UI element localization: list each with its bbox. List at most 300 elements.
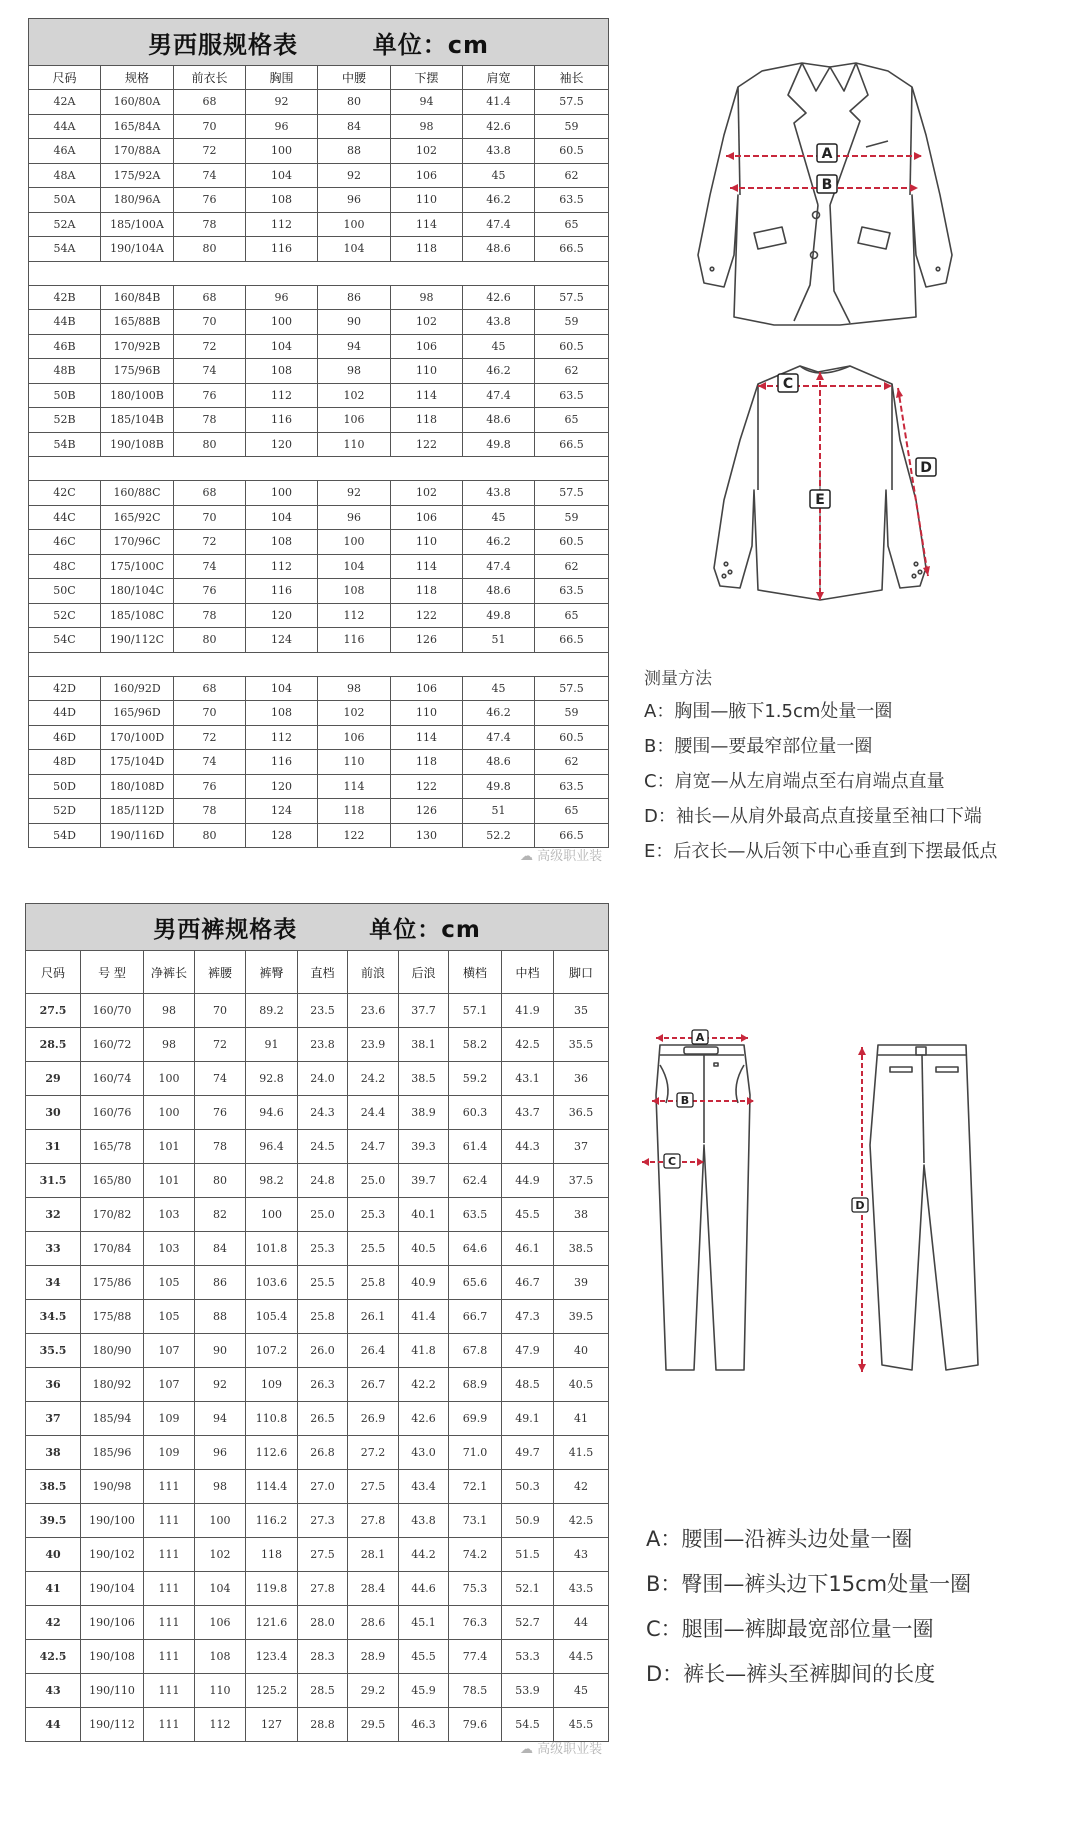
- table-cell: 96: [318, 505, 391, 530]
- table-cell: 68: [174, 90, 246, 115]
- table-cell: 42.6: [463, 114, 535, 139]
- table-cell: 175/96B: [101, 359, 174, 384]
- table-cell: 51: [463, 628, 535, 653]
- table-cell: 47.4: [463, 383, 535, 408]
- table-cell: 100: [246, 139, 318, 164]
- table-cell: 106: [391, 676, 463, 701]
- table-cell: 62: [535, 750, 609, 775]
- label-d-badge: [916, 458, 936, 476]
- table-cell: 34: [26, 1266, 81, 1300]
- table-cell: 44.2: [399, 1538, 449, 1572]
- table-cell: 50.9: [502, 1504, 554, 1538]
- table-cell: 84: [195, 1232, 246, 1266]
- table-cell: 109: [246, 1368, 298, 1402]
- table-row: [29, 285, 609, 310]
- table-cell: 44.5: [554, 1640, 609, 1674]
- table-cell: 46.2: [463, 701, 535, 726]
- table-cell: 47.4: [463, 212, 535, 237]
- table-cell: 114: [391, 554, 463, 579]
- table-cell: 49.7: [502, 1436, 554, 1470]
- table-cell: 25.0: [348, 1164, 399, 1198]
- table-cell: 38: [554, 1198, 609, 1232]
- table-cell: 43.1: [502, 1062, 554, 1096]
- table-cell: 108: [318, 579, 391, 604]
- table-cell: 54D: [29, 823, 101, 848]
- table-cell: 44A: [29, 114, 101, 139]
- table-row: [26, 1198, 609, 1232]
- suit-method-heading: 测量方法: [644, 669, 712, 689]
- table-cell: 108: [246, 701, 318, 726]
- table-cell: 36: [554, 1062, 609, 1096]
- table-cell: 65: [535, 799, 609, 824]
- table-row: [26, 1572, 609, 1606]
- table-cell: 175/100C: [101, 554, 174, 579]
- table-cell: 80: [174, 823, 246, 848]
- suit-col-header: 袖长: [535, 66, 609, 90]
- suit-col-header: 规格: [101, 66, 174, 90]
- table-cell: 72.1: [449, 1470, 502, 1504]
- table-cell: 39.5: [554, 1300, 609, 1334]
- svg-text:A: A: [695, 1031, 705, 1044]
- table-cell: 68: [174, 481, 246, 506]
- table-cell: 90: [318, 310, 391, 335]
- table-cell: 190/104A: [101, 237, 174, 262]
- table-cell: 40.1: [399, 1198, 449, 1232]
- table-cell: 111: [144, 1708, 195, 1742]
- table-cell: 108: [195, 1640, 246, 1674]
- table-cell: 165/84A: [101, 114, 174, 139]
- table-cell: 120: [246, 774, 318, 799]
- table-cell: 49.1: [502, 1402, 554, 1436]
- table-cell: 48.5: [502, 1368, 554, 1402]
- table-cell: 190/102: [81, 1538, 144, 1572]
- table-cell: 116: [246, 579, 318, 604]
- suit-spec-table: [28, 18, 609, 848]
- table-cell: 103.6: [246, 1266, 298, 1300]
- suit-col-header: 下摆: [391, 66, 463, 90]
- table-cell: 160/76: [81, 1096, 144, 1130]
- table-cell: 72: [174, 334, 246, 359]
- table-cell: 50B: [29, 383, 101, 408]
- table-cell: 43: [554, 1538, 609, 1572]
- table-cell: 66.5: [535, 237, 609, 262]
- table-cell: 37: [26, 1402, 81, 1436]
- watermark-text: 高级职业装: [537, 849, 603, 864]
- table-cell: 50.3: [502, 1470, 554, 1504]
- table-cell: 116.2: [246, 1504, 298, 1538]
- table-cell: 190/112C: [101, 628, 174, 653]
- table-cell: 124: [246, 628, 318, 653]
- table-cell: 108: [246, 359, 318, 384]
- table-cell: 175/104D: [101, 750, 174, 775]
- table-cell: 52.1: [502, 1572, 554, 1606]
- table-cell: 28.8: [298, 1708, 348, 1742]
- table-cell: 122: [391, 603, 463, 628]
- table-cell: 82: [195, 1198, 246, 1232]
- jacket-back-diagram: [690, 350, 960, 610]
- table-cell: 170/82: [81, 1198, 144, 1232]
- table-cell: 37.7: [399, 994, 449, 1028]
- table-cell: 96.4: [246, 1130, 298, 1164]
- table-cell: 76: [174, 774, 246, 799]
- table-row: [29, 799, 609, 824]
- table-cell: 100: [246, 310, 318, 335]
- table-cell: 106: [195, 1606, 246, 1640]
- spacer-cell: [29, 457, 609, 481]
- table-cell: 42.5: [554, 1504, 609, 1538]
- table-cell: 105: [144, 1266, 195, 1300]
- pants-col-header: 裤臀: [246, 951, 298, 994]
- spacer-cell: [29, 261, 609, 285]
- table-cell: 60.5: [535, 725, 609, 750]
- table-cell: 77.4: [449, 1640, 502, 1674]
- table-cell: 111: [144, 1504, 195, 1538]
- table-cell: 111: [144, 1538, 195, 1572]
- table-cell: 180/108D: [101, 774, 174, 799]
- table-row: [26, 1674, 609, 1708]
- table-cell: 190/108: [81, 1640, 144, 1674]
- suit-col-header: 肩宽: [463, 66, 535, 90]
- table-cell: 185/94: [81, 1402, 144, 1436]
- table-cell: 54A: [29, 237, 101, 262]
- table-cell: 104: [246, 505, 318, 530]
- table-cell: 80: [174, 628, 246, 653]
- table-cell: 180/100B: [101, 383, 174, 408]
- table-spacer-row: [29, 652, 609, 676]
- table-row: [26, 1606, 609, 1640]
- table-cell: 28.6: [348, 1606, 399, 1640]
- table-cell: 45.5: [502, 1198, 554, 1232]
- table-cell: 53.3: [502, 1640, 554, 1674]
- table-cell: 28.5: [298, 1674, 348, 1708]
- table-cell: 74: [174, 163, 246, 188]
- watermark-top: [520, 845, 602, 864]
- spacer-cell: [29, 652, 609, 676]
- table-cell: 165/92C: [101, 505, 174, 530]
- svg-text:D: D: [920, 460, 932, 476]
- table-cell: 126: [391, 799, 463, 824]
- table-cell: 70: [174, 505, 246, 530]
- table-cell: 122: [391, 774, 463, 799]
- table-cell: 43.8: [463, 139, 535, 164]
- table-cell: 102: [318, 701, 391, 726]
- table-cell: 108: [246, 530, 318, 555]
- table-cell: 26.8: [298, 1436, 348, 1470]
- table-row: [29, 676, 609, 701]
- table-cell: 185/108C: [101, 603, 174, 628]
- table-cell: 101: [144, 1164, 195, 1198]
- table-cell: 98: [144, 1028, 195, 1062]
- table-cell: 35.5: [554, 1028, 609, 1062]
- table-cell: 62.4: [449, 1164, 502, 1198]
- table-row: [29, 725, 609, 750]
- table-cell: 61.4: [449, 1130, 502, 1164]
- table-row: [26, 1470, 609, 1504]
- table-cell: 52.2: [463, 823, 535, 848]
- table-cell: 23.9: [348, 1028, 399, 1062]
- table-cell: 112: [195, 1708, 246, 1742]
- pants-col-header: 号 型: [81, 951, 144, 994]
- table-cell: 66.7: [449, 1300, 502, 1334]
- table-cell: 27.5: [348, 1470, 399, 1504]
- table-cell: 80: [174, 432, 246, 457]
- pants-spec-table: [25, 903, 609, 1742]
- table-cell: 40.5: [399, 1232, 449, 1266]
- table-cell: 49.8: [463, 774, 535, 799]
- table-row: [26, 1028, 609, 1062]
- table-cell: 74: [174, 554, 246, 579]
- table-row: [26, 1708, 609, 1742]
- table-cell: 45.9: [399, 1674, 449, 1708]
- suit-table-title-bar: [29, 19, 609, 66]
- table-cell: 68.9: [449, 1368, 502, 1402]
- table-cell: 101.8: [246, 1232, 298, 1266]
- table-cell: 41.8: [399, 1334, 449, 1368]
- table-cell: 63.5: [535, 383, 609, 408]
- table-cell: 27.5: [298, 1538, 348, 1572]
- table-cell: 75.3: [449, 1572, 502, 1606]
- table-cell: 112: [246, 383, 318, 408]
- table-cell: 24.0: [298, 1062, 348, 1096]
- table-row: [29, 432, 609, 457]
- table-cell: 39: [554, 1266, 609, 1300]
- table-cell: 190/112: [81, 1708, 144, 1742]
- table-cell: 104: [246, 334, 318, 359]
- table-cell: 180/92: [81, 1368, 144, 1402]
- table-cell: 100: [246, 1198, 298, 1232]
- table-cell: 42: [26, 1606, 81, 1640]
- table-cell: 44.9: [502, 1164, 554, 1198]
- table-cell: 78.5: [449, 1674, 502, 1708]
- table-cell: 98: [318, 676, 391, 701]
- table-cell: 94: [318, 334, 391, 359]
- table-cell: 96: [318, 188, 391, 213]
- table-cell: 111: [144, 1572, 195, 1606]
- table-cell: 92: [246, 90, 318, 115]
- table-cell: 100: [318, 212, 391, 237]
- table-cell: 57.1: [449, 994, 502, 1028]
- table-cell: 34.5: [26, 1300, 81, 1334]
- table-cell: 24.3: [298, 1096, 348, 1130]
- suit-method-item-c: C：肩宽—从左肩端点至右肩端点直量: [644, 771, 945, 792]
- table-cell: 105: [144, 1300, 195, 1334]
- table-cell: 41: [554, 1402, 609, 1436]
- table-row: [29, 505, 609, 530]
- table-cell: 54C: [29, 628, 101, 653]
- svg-text:A: A: [821, 146, 833, 162]
- table-cell: 57.5: [535, 90, 609, 115]
- table-cell: 44.6: [399, 1572, 449, 1606]
- table-cell: 170/84: [81, 1232, 144, 1266]
- svg-text:C: C: [782, 376, 794, 392]
- table-cell: 60.3: [449, 1096, 502, 1130]
- table-cell: 103: [144, 1198, 195, 1232]
- table-cell: 43.8: [463, 481, 535, 506]
- table-cell: 46.2: [463, 359, 535, 384]
- table-cell: 185/104B: [101, 408, 174, 433]
- pants-label-b-badge: [677, 1093, 693, 1107]
- table-row: [29, 701, 609, 726]
- table-cell: 92: [318, 163, 391, 188]
- table-cell: 68: [174, 285, 246, 310]
- table-cell: 70: [174, 701, 246, 726]
- table-cell: 39.7: [399, 1164, 449, 1198]
- suit-method-item-b: B：腰围—要最窄部位量一圈: [644, 736, 873, 757]
- table-cell: 118: [246, 1538, 298, 1572]
- table-cell: 65.6: [449, 1266, 502, 1300]
- table-row: [26, 1436, 609, 1470]
- table-cell: 23.6: [348, 994, 399, 1028]
- table-cell: 65: [535, 603, 609, 628]
- table-cell: 29: [26, 1062, 81, 1096]
- table-cell: 46.2: [463, 188, 535, 213]
- table-cell: 126: [391, 628, 463, 653]
- table-cell: 41.9: [502, 994, 554, 1028]
- svg-text:E: E: [815, 492, 825, 508]
- table-cell: 88: [318, 139, 391, 164]
- table-cell: 106: [391, 334, 463, 359]
- table-cell: 50A: [29, 188, 101, 213]
- table-cell: 42B: [29, 285, 101, 310]
- table-cell: 25.5: [298, 1266, 348, 1300]
- table-cell: 175/88: [81, 1300, 144, 1334]
- table-cell: 28.4: [348, 1572, 399, 1606]
- table-cell: 45.5: [399, 1640, 449, 1674]
- table-cell: 112: [246, 725, 318, 750]
- table-cell: 42.6: [399, 1402, 449, 1436]
- table-cell: 165/88B: [101, 310, 174, 335]
- table-cell: 63.5: [535, 774, 609, 799]
- table-cell: 29.5: [348, 1708, 399, 1742]
- table-cell: 106: [318, 725, 391, 750]
- pants-method-item-d: D：裤长—裤头至裤脚间的长度: [646, 1662, 936, 1686]
- table-cell: 66.5: [535, 628, 609, 653]
- suit-method-item-e: E：后衣长—从后领下中心垂直到下摆最低点: [644, 841, 998, 862]
- label-e-badge: [810, 490, 830, 508]
- table-cell: 116: [246, 750, 318, 775]
- pants-col-header: 裤腰: [195, 951, 246, 994]
- table-cell: 124: [246, 799, 318, 824]
- table-cell: 96: [246, 285, 318, 310]
- table-cell: 102: [391, 139, 463, 164]
- table-cell: 49.8: [463, 603, 535, 628]
- table-cell: 114: [391, 212, 463, 237]
- table-row: [29, 114, 609, 139]
- watermark-icon: ☁: [520, 849, 533, 864]
- table-row: [26, 1164, 609, 1198]
- table-cell: 102: [318, 383, 391, 408]
- table-cell: 26.5: [298, 1402, 348, 1436]
- pants-table-title: 男西裤规格表: [153, 916, 298, 943]
- table-cell: 38: [26, 1436, 81, 1470]
- table-cell: 88: [195, 1300, 246, 1334]
- label-c-badge: [778, 374, 798, 392]
- table-cell: 41.4: [399, 1300, 449, 1334]
- table-cell: 111: [144, 1606, 195, 1640]
- table-cell: 190/108B: [101, 432, 174, 457]
- jacket-front-diagram: [690, 55, 960, 330]
- table-cell: 31: [26, 1130, 81, 1164]
- pants-col-header: 前浪: [348, 951, 399, 994]
- table-row: [29, 579, 609, 604]
- table-cell: 110: [195, 1674, 246, 1708]
- table-row: [29, 163, 609, 188]
- table-cell: 26.0: [298, 1334, 348, 1368]
- table-cell: 67.8: [449, 1334, 502, 1368]
- table-cell: 54.5: [502, 1708, 554, 1742]
- table-cell: 165/96D: [101, 701, 174, 726]
- suit-method-item-d: D：袖长—从肩外最高点直接量至袖口下端: [644, 806, 982, 827]
- table-cell: 92: [195, 1368, 246, 1402]
- table-cell: 47.4: [463, 554, 535, 579]
- table-cell: 110: [391, 359, 463, 384]
- table-cell: 175/86: [81, 1266, 144, 1300]
- table-cell: 78: [174, 408, 246, 433]
- table-cell: 101: [144, 1130, 195, 1164]
- table-cell: 72: [174, 530, 246, 555]
- table-cell: 42.6: [463, 285, 535, 310]
- table-cell: 107.2: [246, 1334, 298, 1368]
- table-cell: 76.3: [449, 1606, 502, 1640]
- svg-text:B: B: [821, 177, 833, 193]
- table-cell: 65: [535, 212, 609, 237]
- table-cell: 74: [174, 750, 246, 775]
- table-cell: 165/80: [81, 1164, 144, 1198]
- table-cell: 65: [535, 408, 609, 433]
- table-cell: 26.9: [348, 1402, 399, 1436]
- table-row: [26, 1368, 609, 1402]
- table-cell: 51.5: [502, 1538, 554, 1572]
- table-cell: 70: [195, 994, 246, 1028]
- table-cell: 63.5: [449, 1198, 502, 1232]
- table-cell: 123.4: [246, 1640, 298, 1674]
- table-cell: 108: [246, 188, 318, 213]
- table-cell: 106: [391, 163, 463, 188]
- table-cell: 43.4: [399, 1470, 449, 1504]
- table-cell: 100: [144, 1096, 195, 1130]
- table-row: [29, 408, 609, 433]
- table-cell: 24.4: [348, 1096, 399, 1130]
- table-cell: 25.5: [348, 1232, 399, 1266]
- table-cell: 78: [174, 799, 246, 824]
- pants-col-header: 中档: [502, 951, 554, 994]
- table-cell: 118: [391, 579, 463, 604]
- table-cell: 60.5: [535, 334, 609, 359]
- table-cell: 112: [246, 212, 318, 237]
- table-cell: 78: [174, 212, 246, 237]
- table-cell: 42C: [29, 481, 101, 506]
- table-cell: 40.9: [399, 1266, 449, 1300]
- pants-method-item-a: A：腰围—沿裤头边处量一圈: [646, 1527, 913, 1551]
- table-cell: 51: [463, 799, 535, 824]
- table-cell: 42A: [29, 90, 101, 115]
- table-spacer-row: [29, 457, 609, 481]
- table-cell: 28.1: [348, 1538, 399, 1572]
- table-cell: 175/92A: [101, 163, 174, 188]
- table-row: [29, 750, 609, 775]
- table-cell: 125.2: [246, 1674, 298, 1708]
- table-spacer-row: [29, 261, 609, 285]
- table-cell: 37.5: [554, 1164, 609, 1198]
- pants-table-title-bar: [26, 904, 609, 951]
- table-cell: 110.8: [246, 1402, 298, 1436]
- table-cell: 110: [318, 750, 391, 775]
- table-cell: 180/104C: [101, 579, 174, 604]
- table-cell: 31.5: [26, 1164, 81, 1198]
- svg-text:C: C: [667, 1155, 677, 1168]
- table-cell: 38.1: [399, 1028, 449, 1062]
- table-cell: 23.5: [298, 994, 348, 1028]
